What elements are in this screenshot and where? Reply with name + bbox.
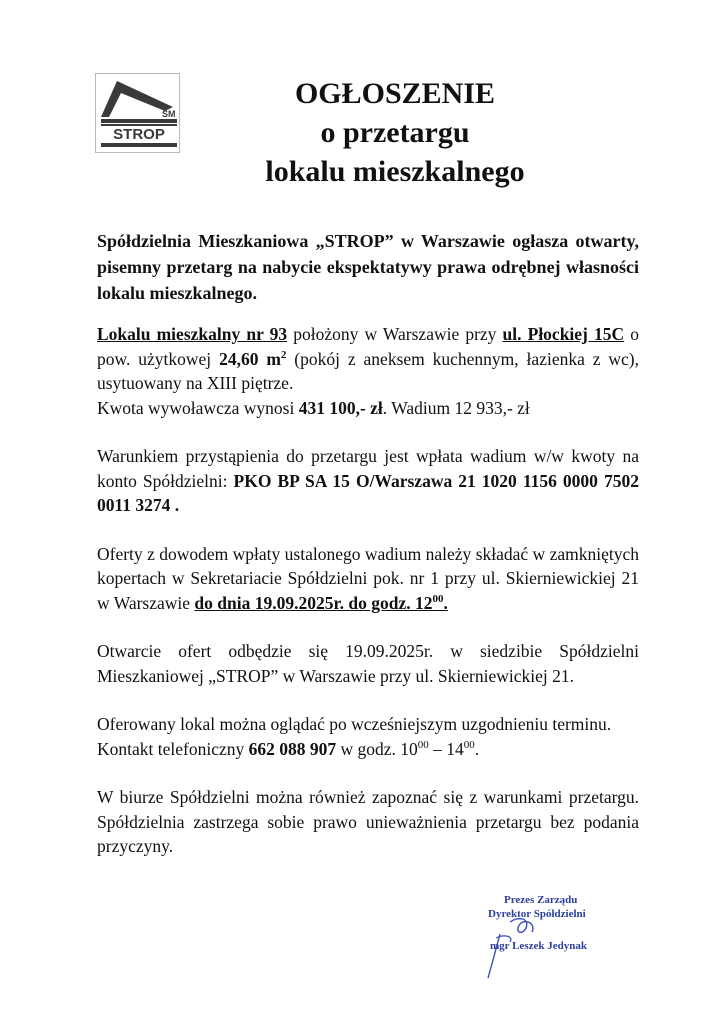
logo-sm-text: SM	[162, 109, 176, 119]
viewing-paragraph: Oferowany lokal można oglądać po wcześniejszym uzgodnieniu terminu.	[97, 714, 612, 734]
deposit-paragraph: Warunkiem przystąpienia do przetargu jest wpłata wadium w/w kwoty na konto Spółdzielni: PKO BP SA 15 O/Warszawa 21 1020 1156 0000 7502 0011 3274 .	[97, 446, 639, 515]
announcement-body	[97, 228, 639, 859]
starting-price: 431 100,- zł	[298, 397, 383, 418]
offers-paragraph: Oferty z dowodem wpłaty ustalonego wadium należy składać w zamkniętych kopertach w Sekretariacie Spółdzielni pok. nr 1 przy ul. Skierniewickiej 21 w Warszawie do dnia 19.09.2025r. do godz. $12^{00}$.	[97, 543, 639, 613]
signature-name: mgr Leszek Jedynak	[490, 940, 587, 952]
unit-area: 24,60 m	[219, 348, 281, 369]
title-line-3: lokalu mieszkalnego	[265, 155, 525, 188]
title-line-2: o przetargu	[320, 116, 470, 149]
unit-label: Lokalu mieszkalny nr 93	[97, 324, 288, 344]
intro-paragraph: Spółdzielnia Mieszkaniowa „STROP” w Warszawie ogłasza otwarty, pisemny przetarg na nabycie ekspektatywy prawa odrębnej własności lokalu mieszkalnego.	[97, 231, 639, 303]
signature-title-1: Prezes Zarządu	[504, 894, 578, 906]
bank-account: PKO BP SA 15 O/Warszawa 21 1020 1156 0000 7502 0011 3274 .	[97, 470, 639, 515]
page-title	[200, 74, 590, 191]
unit-street: ul. Płockiej 15C	[502, 324, 625, 344]
price-line: Kwota wywoławcza wynosi 431 100,- zł. Wadium 12 933,- zł	[97, 397, 530, 418]
unit-paragraph: Lokalu mieszkalny nr 93 położony w Warszawie przy ul. Płockiej 15C o pow. użytkowej 24,60 $m^2$ (pokój z aneksem kuchennym, łazienka z wc), usytuowany na XIII piętrze.	[97, 324, 640, 393]
strop-logo	[95, 73, 180, 153]
phone-number: 662 088 907	[248, 738, 337, 759]
contact-line: Kontakt telefoniczny 662 088 907 w godz. $10^{00} - 14^{00}$.	[97, 738, 480, 759]
signature-title-2: Dyrektor Spółdzielni	[488, 908, 586, 920]
opening-paragraph: Otwarcie ofert odbędzie się 19.09.2025r. w siedzibie Spółdzielni Mieszkaniowej „STROP” w Warszawie przy ul. Skierniewickiej 21.	[97, 641, 639, 686]
logo-strop-text: STROP	[113, 126, 165, 143]
closing-paragraph: W biurze Spółdzielni można również zapoznać się z warunkami przetargu. Spółdzielnia zastrzega sobie prawo unieważnienia przetargu bez podania przyczyny.	[97, 787, 639, 856]
title-line-1: OGŁOSZENIE	[294, 77, 496, 110]
offer-deadline: do dnia 19.09.2025r. do godz. $12^{00}$.	[194, 592, 448, 613]
signature-stamp	[470, 894, 630, 984]
